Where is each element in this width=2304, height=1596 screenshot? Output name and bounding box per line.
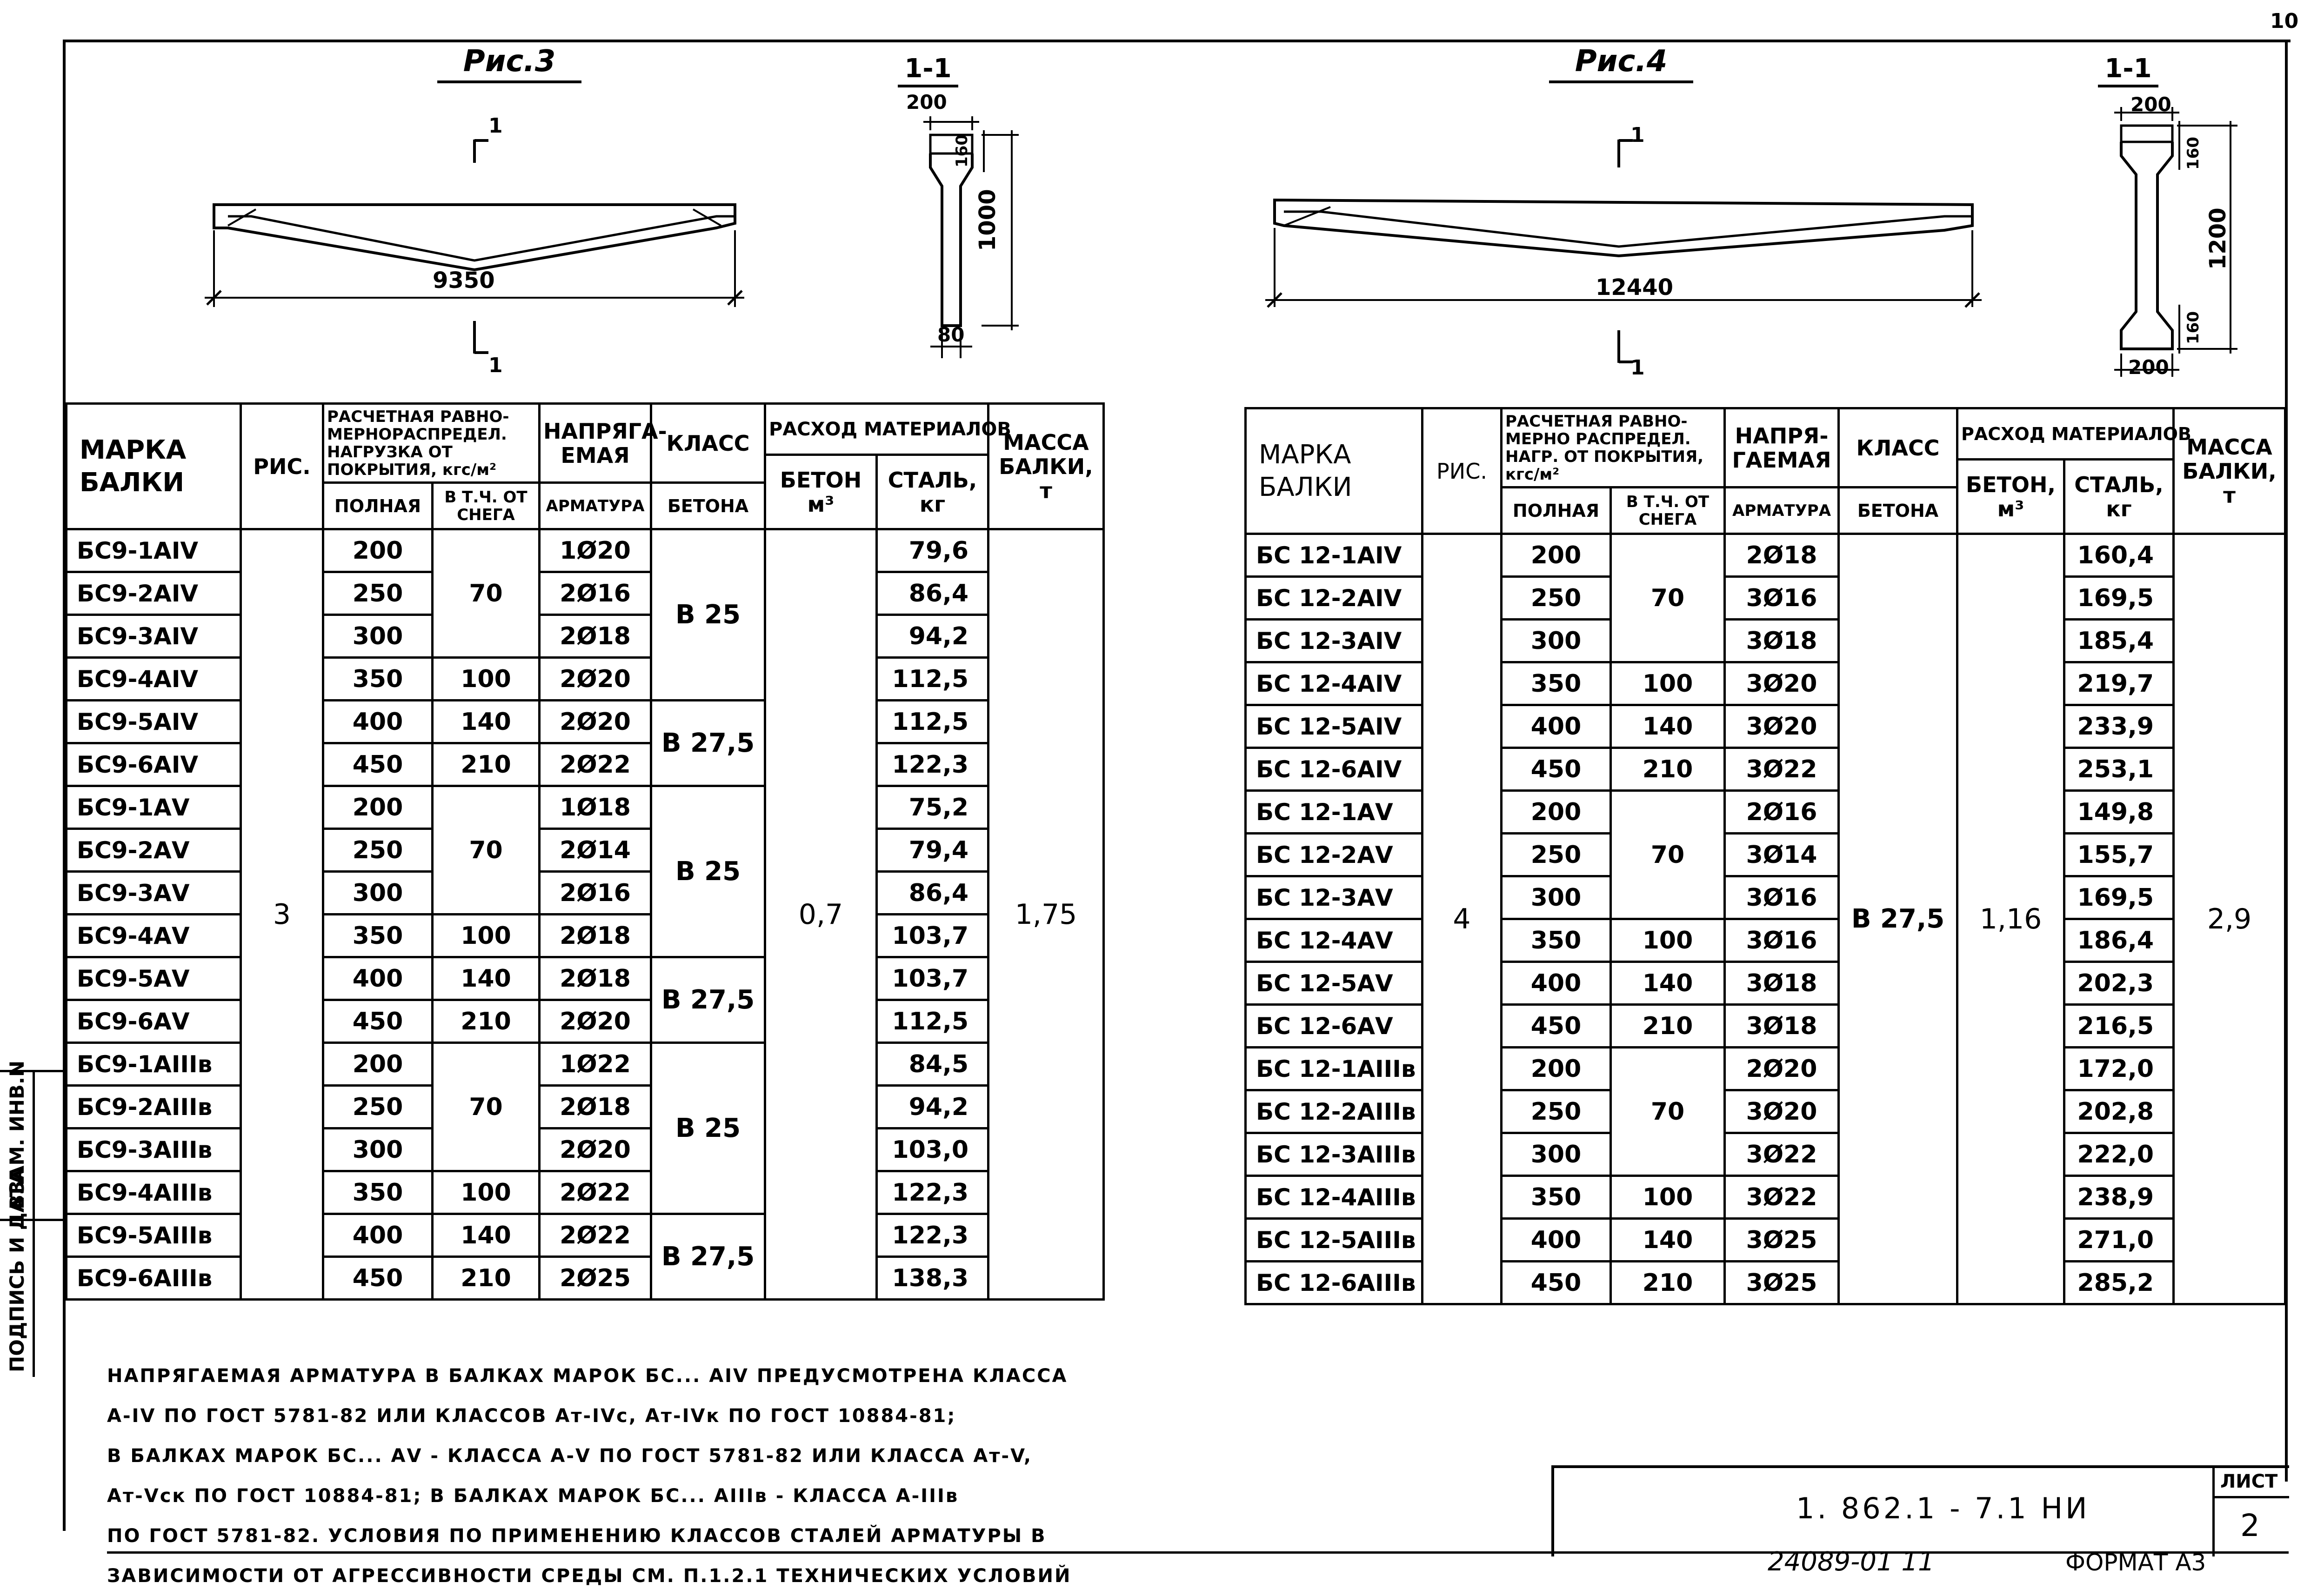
table-row	[1246, 662, 2285, 705]
cell-load-full: 450	[1502, 748, 1611, 791]
cell-steel: 94,2	[877, 1086, 988, 1129]
cell-load-snow: 100	[433, 915, 540, 957]
note-line-6: ЗАВИСИМОСТИ ОТ АГРЕССИВНОСТИ СРЕДЫ СМ. П.1.2.1 ТЕХНИЧЕСКИХ УСЛОВИЙ	[107, 1565, 1072, 1587]
table-row	[67, 1043, 1104, 1086]
stamp-sheet-divider-h	[2212, 1496, 2289, 1498]
cell-load-full: 250	[1502, 1090, 1611, 1133]
cell-load-full: 300	[323, 1129, 433, 1171]
cell-rebar: 3Ø20	[1725, 705, 1839, 748]
cell-load-full: 450	[323, 1257, 433, 1300]
cell-load-full: 250	[323, 572, 433, 615]
cell-load-snow: 70	[433, 786, 540, 915]
cell-rebar: 2Ø18	[540, 615, 651, 658]
cell-mark: БС9-2АIV	[67, 572, 241, 615]
cell-mass: 1,75	[988, 529, 1104, 1300]
cell-mark: БС9-4АV	[67, 915, 241, 957]
cell-load-full: 450	[1502, 1005, 1611, 1048]
cell-rebar: 3Ø16	[1725, 876, 1839, 919]
cell-load-full: 400	[1502, 1219, 1611, 1262]
table-row	[67, 786, 1104, 829]
note-line-5: ПО ГОСТ 5781-82. УСЛОВИЯ ПО ПРИМЕНЕНИЮ КЛАССОВ СТАЛЕЙ АРМАТУРЫ В	[107, 1525, 1047, 1547]
cell-mark: БС9-5АIIIв	[67, 1214, 241, 1257]
cell-rebar: 2Ø22	[540, 743, 651, 786]
table-row	[1246, 705, 2285, 748]
cell-rebar: 2Ø22	[540, 1214, 651, 1257]
cell-load-snow: 140	[1611, 1219, 1725, 1262]
cell-rebar: 3Ø20	[1725, 662, 1839, 705]
cell-rebar: 2Ø25	[540, 1257, 651, 1300]
figure-right-title: Рис.4	[1549, 44, 1693, 83]
cell-load-full: 400	[1502, 962, 1611, 1005]
cell-load-full: 200	[1502, 534, 1611, 577]
cell-mark: БС 12-2АIIIв	[1246, 1090, 1422, 1133]
th-left-rebar-bottom: АРМАТУРА	[540, 483, 651, 529]
note-line-3: В БАЛКАХ МАРОК БС... АV - КЛАССА А-V ПО ГОСТ 5781-82 ИЛИ КЛАССА Ат-V,	[107, 1445, 1033, 1467]
stamp-sheet-label: ЛИСТ	[2220, 1471, 2278, 1492]
page-number: 10	[2270, 9, 2299, 33]
th-left-steel: СТАЛЬ, кг	[877, 455, 988, 529]
figure-left-section-label: 1-1	[898, 53, 958, 87]
cell-rebar: 2Ø20	[540, 1000, 651, 1043]
cell-steel: 79,6	[877, 529, 988, 572]
cell-load-full: 200	[1502, 1048, 1611, 1090]
cell-class: B 27,5	[651, 701, 765, 786]
figure-left-cut-bottom: 1	[488, 354, 503, 377]
th-right-load-full: ПОЛНАЯ	[1502, 487, 1611, 534]
cell-load-snow: 140	[433, 1214, 540, 1257]
cell-mark: БС9-1АV	[67, 786, 241, 829]
figure-right-beam-drawing	[1256, 93, 2279, 391]
table-left-body	[67, 529, 1104, 1300]
cell-steel: 86,4	[877, 572, 988, 615]
cell-load-snow: 100	[433, 658, 540, 701]
cell-mark: БС9-2АIIIв	[67, 1086, 241, 1129]
th-right-steel: СТАЛЬ, кг	[2064, 460, 2174, 534]
footer-format: ФОРМАТ А3	[2065, 1549, 2206, 1576]
cell-load-snow: 140	[433, 957, 540, 1000]
table-row	[1246, 791, 2285, 834]
cell-load-full: 450	[323, 1000, 433, 1043]
cell-steel: 222,0	[2064, 1133, 2174, 1176]
cell-steel: 233,9	[2064, 705, 2174, 748]
table-row	[67, 743, 1104, 786]
table-row	[1246, 1048, 2285, 1090]
cell-load-snow: 140	[433, 701, 540, 743]
footer-inventory: 24089-01 11	[1768, 1547, 1935, 1577]
cell-steel: 138,3	[877, 1257, 988, 1300]
cell-load-full: 350	[1502, 919, 1611, 962]
cell-rebar: 3Ø18	[1725, 1005, 1839, 1048]
th-left-mark: МАРКА БАЛКИ	[67, 404, 241, 529]
cell-load-full: 350	[323, 1171, 433, 1214]
cell-mark: БС 12-3АV	[1246, 876, 1422, 919]
cell-mark: БС 12-4АIV	[1246, 662, 1422, 705]
cell-concrete: 1,16	[1957, 534, 2064, 1304]
cell-steel: 238,9	[2064, 1176, 2174, 1219]
cell-load-snow: 140	[1611, 705, 1725, 748]
cell-load-full: 400	[323, 701, 433, 743]
th-right-consumption: РАСХОД МАТЕРИАЛОВ	[1957, 408, 2174, 460]
table-row	[1246, 1090, 2285, 1133]
table-row	[1246, 962, 2285, 1005]
cell-steel: 86,4	[877, 872, 988, 915]
cell-load-full: 400	[323, 1214, 433, 1257]
cell-class: B 27,5	[1839, 534, 1957, 1304]
cell-rebar: 2Ø18	[540, 1086, 651, 1129]
note-line-1: НАПРЯГАЕМАЯ АРМАТУРА В БАЛКАХ МАРОК БС... АIV ПРЕДУСМОТРЕНА КЛАССА	[107, 1365, 1068, 1387]
cell-class: B 25	[651, 529, 765, 701]
cell-steel: 169,5	[2064, 577, 2174, 620]
cell-steel: 202,8	[2064, 1090, 2174, 1133]
figure-right-section-height: 1200	[2205, 207, 2231, 270]
cell-rebar: 2Ø16	[540, 572, 651, 615]
cell-load-full: 300	[323, 615, 433, 658]
cell-rebar: 3Ø25	[1725, 1262, 1839, 1304]
cell-steel: 103,0	[877, 1129, 988, 1171]
cell-load-full: 250	[323, 829, 433, 872]
table-row	[1246, 534, 2285, 577]
table-row	[67, 529, 1104, 572]
cell-load-full: 300	[323, 872, 433, 915]
cell-load-full: 200	[1502, 791, 1611, 834]
cell-rebar: 3Ø22	[1725, 1176, 1839, 1219]
cell-mark: БС 12-3АIIIв	[1246, 1133, 1422, 1176]
cell-rebar: 3Ø18	[1725, 620, 1839, 662]
cell-mark: БС9-3АV	[67, 872, 241, 915]
cell-load-full: 300	[1502, 876, 1611, 919]
cell-mark: БС 12-5АIV	[1246, 705, 1422, 748]
figure-right-cut-bottom: 1	[1630, 356, 1645, 380]
cell-mark: БС 12-5АIIIв	[1246, 1219, 1422, 1262]
cell-mark: БС 12-1АIV	[1246, 534, 1422, 577]
cell-load-full: 350	[1502, 662, 1611, 705]
th-right-class-top: КЛАСС	[1839, 408, 1957, 487]
cell-load-snow: 100	[1611, 1176, 1725, 1219]
table-row	[67, 1171, 1104, 1214]
cell-mark: БС 12-4АIIIв	[1246, 1176, 1422, 1219]
cell-mark: БС9-6АIIIв	[67, 1257, 241, 1300]
cell-rebar: 2Ø20	[1725, 1048, 1839, 1090]
cell-mark: БС9-4АIIIв	[67, 1171, 241, 1214]
cell-mark: БС 12-5АV	[1246, 962, 1422, 1005]
cell-rebar: 2Ø16	[540, 872, 651, 915]
cell-mark: БС 12-6АV	[1246, 1005, 1422, 1048]
table-row	[1246, 1133, 2285, 1176]
cell-class: B 25	[651, 786, 765, 957]
cell-fig: 4	[1422, 534, 1502, 1304]
table-row	[67, 957, 1104, 1000]
table-row	[1246, 1219, 2285, 1262]
cell-load-full: 450	[323, 743, 433, 786]
title-stamp	[1551, 1465, 2289, 1556]
cell-rebar: 3Ø22	[1725, 1133, 1839, 1176]
cell-mass: 2,9	[2174, 534, 2285, 1304]
cell-rebar: 1Ø20	[540, 529, 651, 572]
cell-mark: БС9-3АIV	[67, 615, 241, 658]
cell-steel: 160,4	[2064, 534, 2174, 577]
table-row	[1246, 577, 2285, 620]
th-left-fig: РИС.	[241, 404, 323, 529]
cell-load-full: 250	[1502, 577, 1611, 620]
table-row	[1246, 620, 2285, 662]
cell-load-snow: 210	[433, 1257, 540, 1300]
th-left-concrete: БЕТОН м³	[765, 455, 877, 529]
th-right-fig: РИС.	[1422, 408, 1502, 534]
cell-load-snow: 210	[1611, 1262, 1725, 1304]
cell-rebar: 2Ø18	[540, 957, 651, 1000]
cell-load-snow: 100	[1611, 919, 1725, 962]
cell-mark: БС 12-4АV	[1246, 919, 1422, 962]
cell-rebar: 2Ø14	[540, 829, 651, 872]
cell-steel: 186,4	[2064, 919, 2174, 962]
cell-steel: 122,3	[877, 1171, 988, 1214]
figure-left-section-height: 1000	[975, 189, 1001, 251]
table-row	[67, 1257, 1104, 1300]
table-row	[1246, 1176, 2285, 1219]
th-right-load: РАСЧЕТНАЯ РАВНО-МЕРНО РАСПРЕДЕЛ. НАГР. ОТ ПОКРЫТИЯ, кгс/м²	[1502, 408, 1725, 487]
note-line-2: А-IV ПО ГОСТ 5781-82 ИЛИ КЛАССОВ Ат-IVс, Ат-IVк ПО ГОСТ 10884-81;	[107, 1405, 956, 1427]
cell-rebar: 2Ø18	[540, 915, 651, 957]
th-right-rebar-bottom: АРМАТУРА	[1725, 487, 1839, 534]
cell-load-full: 250	[1502, 834, 1611, 876]
th-right-rebar-top: НАПРЯ-ГАЕМАЯ	[1725, 408, 1839, 487]
cell-steel: 219,7	[2064, 662, 2174, 705]
cell-load-full: 200	[323, 1043, 433, 1086]
table-row	[67, 615, 1104, 658]
table-row	[1246, 1262, 2285, 1304]
cell-steel: 112,5	[877, 701, 988, 743]
th-left-load-snow: В Т.Ч. ОТ СНЕГА	[433, 483, 540, 529]
cell-class: B 27,5	[651, 1214, 765, 1300]
th-right-mass: МАССА БАЛКИ, т	[2174, 408, 2285, 534]
cell-rebar: 3Ø14	[1725, 834, 1839, 876]
cell-load-snow: 210	[433, 1000, 540, 1043]
cell-load-snow: 210	[1611, 1005, 1725, 1048]
stamp-sheet-divider	[2212, 1468, 2215, 1556]
cell-steel: 75,2	[877, 786, 988, 829]
figure-left-length: 9350	[433, 267, 495, 294]
cell-mark: БС9-6АV	[67, 1000, 241, 1043]
cell-steel: 172,0	[2064, 1048, 2174, 1090]
cell-rebar: 2Ø20	[540, 1129, 651, 1171]
table-row	[67, 1214, 1104, 1257]
cell-steel: 169,5	[2064, 876, 2174, 919]
cell-rebar: 2Ø18	[1725, 534, 1839, 577]
cell-steel: 155,7	[2064, 834, 2174, 876]
cell-steel: 149,8	[2064, 791, 2174, 834]
side-strip-vertical	[33, 1070, 35, 1377]
th-right-mark: МАРКА БАЛКИ	[1246, 408, 1422, 534]
cell-mark: БС9-4АIV	[67, 658, 241, 701]
cell-fig: 3	[241, 529, 323, 1300]
cell-load-full: 300	[1502, 1133, 1611, 1176]
cell-mark: БС9-2АV	[67, 829, 241, 872]
table-row	[1246, 1005, 2285, 1048]
th-right-class-bottom: БЕТОНА	[1839, 487, 1957, 534]
cell-mark: БС 12-6АIIIв	[1246, 1262, 1422, 1304]
cell-rebar: 1Ø22	[540, 1043, 651, 1086]
table-row	[67, 572, 1104, 615]
table-row	[1246, 834, 2285, 876]
cell-steel: 112,5	[877, 658, 988, 701]
figure-right-length: 12440	[1596, 274, 1673, 301]
table-row	[67, 1000, 1104, 1043]
th-left-load-full: ПОЛНАЯ	[323, 483, 433, 529]
th-left-consumption: РАСХОД МАТЕРИАЛОВ	[765, 404, 988, 455]
cell-load-full: 350	[1502, 1176, 1611, 1219]
table-row	[67, 915, 1104, 957]
side-replace-inv: ВЗАМ. ИНВ.N	[6, 1060, 28, 1209]
cell-steel: 202,3	[2064, 962, 2174, 1005]
cell-rebar: 3Ø18	[1725, 962, 1839, 1005]
cell-class: B 27,5	[651, 957, 765, 1043]
cell-load-full: 200	[323, 529, 433, 572]
th-left-rebar-top: НАПРЯГА-ЕМАЯ	[540, 404, 651, 483]
cell-class: B 25	[651, 1043, 765, 1214]
cell-load-full: 250	[323, 1086, 433, 1129]
th-right-concrete: БЕТОН, м³	[1957, 460, 2064, 534]
cell-steel: 271,0	[2064, 1219, 2174, 1262]
cell-mark: БС9-1АIIIв	[67, 1043, 241, 1086]
cell-steel: 84,5	[877, 1043, 988, 1086]
cell-mark: БС9-6АIV	[67, 743, 241, 786]
table-row	[67, 829, 1104, 872]
figure-right-section-width-bottom: 200	[2128, 356, 2169, 379]
table-row	[1246, 748, 2285, 791]
cell-concrete: 0,7	[765, 529, 877, 1300]
cell-steel: 253,1	[2064, 748, 2174, 791]
table-row	[1246, 876, 2285, 919]
table-row	[67, 1086, 1104, 1129]
th-left-class-top: КЛАСС	[651, 404, 765, 483]
th-right-load-snow: В Т.Ч. ОТ СНЕГА	[1611, 487, 1725, 534]
cell-rebar: 3Ø16	[1725, 919, 1839, 962]
figure-left-title: Рис.3	[437, 44, 581, 83]
figure-right-cut-top: 1	[1630, 123, 1645, 147]
figure-right-section-width-top: 200	[2130, 93, 2171, 116]
cell-load-snow: 70	[433, 1043, 540, 1171]
cell-rebar: 2Ø20	[540, 658, 651, 701]
cell-steel: 122,3	[877, 1214, 988, 1257]
cell-mark: БС9-1АIV	[67, 529, 241, 572]
cell-mark: БС 12-3АIV	[1246, 620, 1422, 662]
cell-load-snow: 70	[433, 529, 540, 658]
table-right	[1244, 407, 2286, 1305]
table-left	[65, 402, 1105, 1301]
figure-left-section-flange: 160	[953, 134, 971, 167]
cell-mark: БС 12-1АIIIв	[1246, 1048, 1422, 1090]
cell-load-full: 350	[323, 658, 433, 701]
cell-rebar: 2Ø22	[540, 1171, 651, 1214]
note-line-4: Ат-Vск ПО ГОСТ 10884-81; В БАЛКАХ МАРОК БС... АIIIв - КЛАССА А-IIIв	[107, 1485, 959, 1507]
cell-mark: БС 12-2АIV	[1246, 577, 1422, 620]
figure-left-beam-drawing	[186, 112, 1023, 372]
table-row	[67, 1129, 1104, 1171]
stamp-designation: 1. 862.1 - 7.1 НИ	[1796, 1491, 2090, 1525]
figure-right-section-flange-top: 160	[2184, 137, 2203, 170]
figure-left-section-width-bottom: 80	[937, 323, 965, 346]
cell-load-full: 450	[1502, 1262, 1611, 1304]
cell-load-snow: 140	[1611, 962, 1725, 1005]
cell-rebar: 2Ø16	[1725, 791, 1839, 834]
cell-mark: БС9-5АIV	[67, 701, 241, 743]
cell-load-snow: 70	[1611, 534, 1725, 662]
cell-load-snow: 100	[1611, 662, 1725, 705]
cell-steel: 103,7	[877, 915, 988, 957]
figure-right-section-flange-bottom: 160	[2184, 311, 2203, 344]
cell-rebar: 3Ø22	[1725, 748, 1839, 791]
th-left-mass: МАССА БАЛКИ, т	[988, 404, 1104, 529]
cell-load-full: 300	[1502, 620, 1611, 662]
side-signature: ПОДПИСЬ И ДАТА	[6, 1169, 28, 1372]
cell-rebar: 3Ø25	[1725, 1219, 1839, 1262]
cell-steel: 185,4	[2064, 620, 2174, 662]
cell-load-snow: 70	[1611, 791, 1725, 919]
cell-load-full: 350	[323, 915, 433, 957]
cell-steel: 216,5	[2064, 1005, 2174, 1048]
cell-load-full: 400	[1502, 705, 1611, 748]
cell-steel: 79,4	[877, 829, 988, 872]
cell-steel: 122,3	[877, 743, 988, 786]
cell-steel: 94,2	[877, 615, 988, 658]
stamp-sheet-number: 2	[2240, 1508, 2260, 1543]
figure-right-section-label: 1-1	[2098, 53, 2158, 87]
figure-left-cut-top: 1	[488, 114, 503, 138]
cell-mark: БС 12-2АV	[1246, 834, 1422, 876]
cell-mark: БС 12-1АV	[1246, 791, 1422, 834]
cell-load-snow: 210	[433, 743, 540, 786]
cell-load-snow: 70	[1611, 1048, 1725, 1176]
cell-steel: 112,5	[877, 1000, 988, 1043]
cell-mark: БС9-5АV	[67, 957, 241, 1000]
cell-load-full: 400	[323, 957, 433, 1000]
cell-steel: 285,2	[2064, 1262, 2174, 1304]
th-left-load: РАСЧЕТНАЯ РАВНО-МЕРНОРАСПРЕДЕЛ. НАГРУЗКА ОТ ПОКРЫТИЯ, кгс/м²	[323, 404, 540, 483]
table-row	[1246, 919, 2285, 962]
table-row	[67, 872, 1104, 915]
th-left-class-bottom: БЕТОНА	[651, 483, 765, 529]
table-right-body	[1246, 534, 2285, 1304]
cell-mark: БС9-3АIIIв	[67, 1129, 241, 1171]
cell-rebar: 2Ø20	[540, 701, 651, 743]
cell-rebar: 1Ø18	[540, 786, 651, 829]
cell-load-snow: 210	[1611, 748, 1725, 791]
cell-rebar: 3Ø20	[1725, 1090, 1839, 1133]
cell-load-snow: 100	[433, 1171, 540, 1214]
cell-rebar: 3Ø16	[1725, 577, 1839, 620]
figure-left-section-width-top: 200	[906, 91, 947, 114]
table-row	[67, 658, 1104, 701]
cell-mark: БС 12-6АIV	[1246, 748, 1422, 791]
notes-block	[107, 1356, 1177, 1596]
cell-load-full: 200	[323, 786, 433, 829]
cell-steel: 103,7	[877, 957, 988, 1000]
table-row	[67, 701, 1104, 743]
